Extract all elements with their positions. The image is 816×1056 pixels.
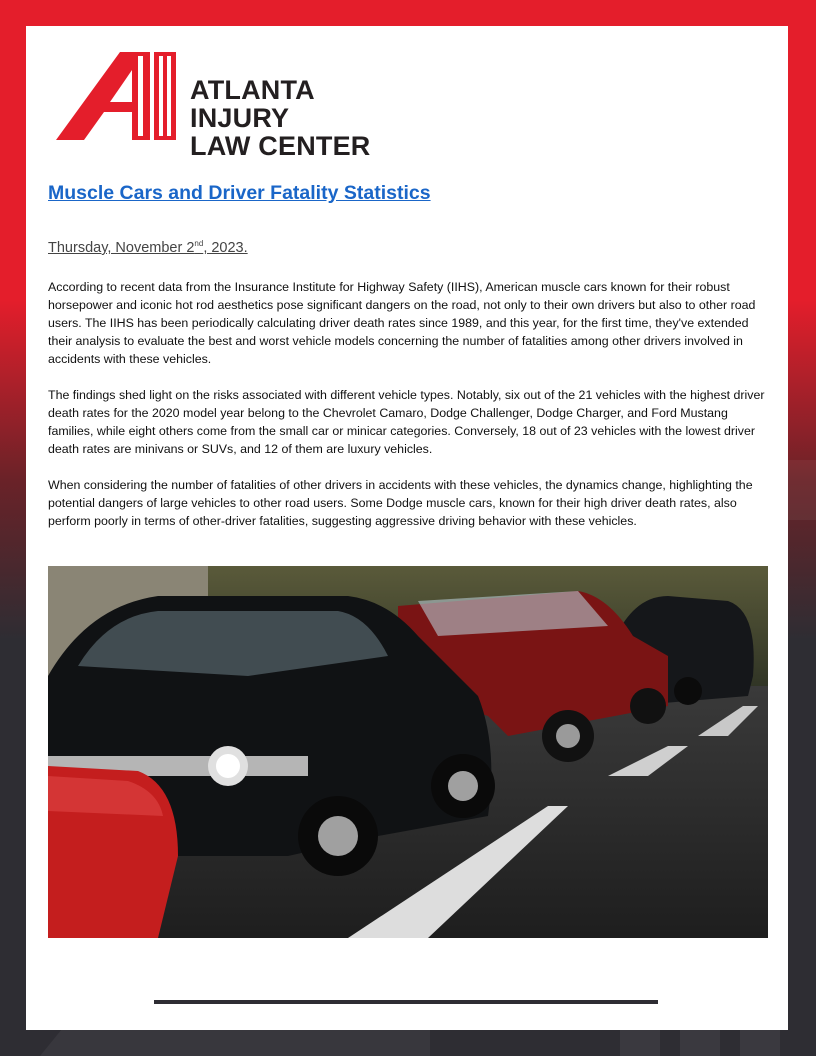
logo-line-2: INJURY xyxy=(190,103,290,133)
paragraph-1: According to recent data from the Insurance Institute for Highway Safety (IIHS), American muscle cars known for their robust horsepower and iconic hot rod aesthetics pose significant dangers on the road, not only to their own drivers but also to other road users. The IIHS has been periodically calculating driver death rates since 1989, and this year, for the first time, they've extended their analysis to evaluate the best and worst vehicle models concerning the number of fatalities among other drivers involved in accidents with these vehicles. xyxy=(48,280,756,366)
article-title[interactable]: Muscle Cars and Driver Fatality Statistics xyxy=(48,182,431,204)
company-logo[interactable] xyxy=(56,48,386,161)
date-prefix: Thursday, November 2 xyxy=(48,239,195,256)
logo-line-1: ATLANTA xyxy=(190,75,315,105)
muscle-cars-photo xyxy=(48,566,768,938)
footer-divider xyxy=(154,1000,658,1004)
article-body xyxy=(48,278,768,548)
logo-line-3: LAW CENTER xyxy=(190,131,371,161)
logo-wordmark xyxy=(190,76,371,160)
document-page xyxy=(26,26,788,1030)
logo-mark-icon xyxy=(56,48,186,148)
paragraph-3: When considering the number of fatalities of other drivers in accidents with these vehicles, the dynamics change, highlighting the potential dangers of large vehicles to other road users. Some Dodge muscle cars, known for their high driver death rates, also perform poorly in terms of other-driver fatalities, suggesting aggressive driving behavior with these vehicles. xyxy=(48,478,753,528)
date-ordinal: nd xyxy=(194,239,204,248)
date-year: , 2023. xyxy=(203,239,248,256)
paragraph-2: The findings shed light on the risks associated with different vehicle types. Notably, six out of the 21 vehicles with the highest driver death rates for the 2020 model year belong to the Chevrolet Camaro, Dodge Challenger, Dodge Charger, and Ford Mustang families, while eight others come from the small car or minicar categories. Conversely, 18 out of 23 vehicles with the lowest driver death rates are minivans or SUVs, and 12 of them are luxury vehicles. xyxy=(48,388,765,456)
article-date xyxy=(48,239,248,256)
